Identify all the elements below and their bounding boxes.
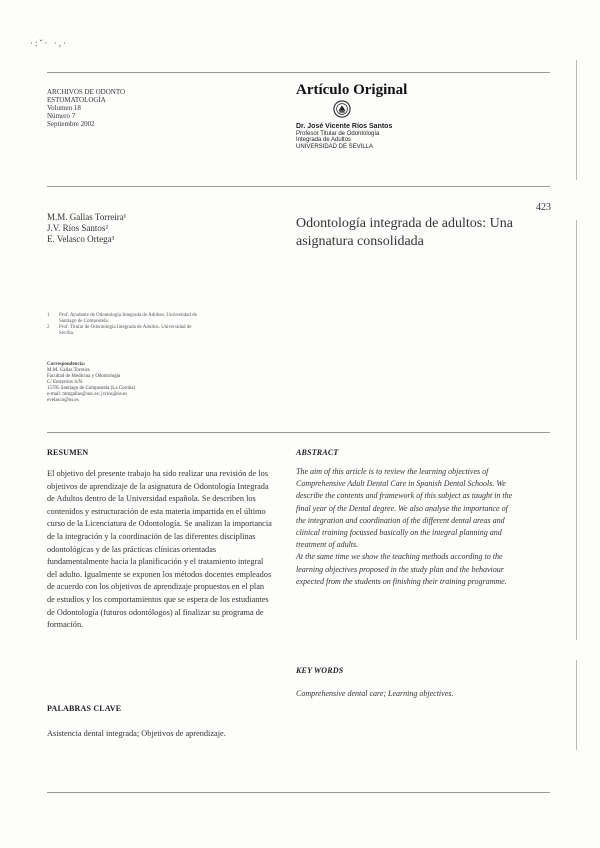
- journal-line: ARCHIVOS DE ODONTO: [47, 88, 126, 96]
- margin-line: [576, 220, 577, 640]
- header-rule: [47, 186, 550, 187]
- affiliations: [47, 313, 207, 337]
- journal-info: [47, 88, 125, 128]
- key-words-heading: KEY WORDS: [296, 666, 344, 675]
- author: M.M. Gallas Torreira¹: [47, 212, 127, 222]
- affiliation-text: Prof. Titular de Odontología Integrada de Adultos. Universidad de Sevilla.: [59, 325, 192, 336]
- margin-line: [576, 660, 577, 750]
- journal-line: Número 7: [47, 112, 76, 120]
- editor-line: Profesor Titular de Odontología: [296, 130, 380, 137]
- university-seal-icon: [333, 100, 351, 118]
- top-rule: [47, 72, 550, 73]
- correspondence-line: Facultad de Medicina y Odontología: [47, 374, 121, 379]
- article-title: Odontología integrada de adultos: Una asignatura consolidada: [296, 216, 513, 249]
- scan-specks: ·:ˇ· ·,·: [30, 38, 68, 48]
- authors: [47, 212, 126, 245]
- journal-line: Septiembre 2002: [47, 120, 95, 128]
- key-words-body: Comprehensive dental care; Learning objectives.: [296, 689, 454, 698]
- editor-block: [296, 124, 392, 150]
- palabras-clave-heading: PALABRAS CLAVE: [47, 704, 122, 713]
- resumen-body: El objetivo del presente trabajo ha sido realizar una revisión de los objetivos de aprendizaje de la asignatura de Odontología Integrada de Adultos dentro de la Universidad española. Se describen los contenidos y estructuración de esta materia impartida en el último curso de la Licenciatura de Odontología. Se analizan la importancia de la integración y la coordinación de las diferentes disciplinas odontológicas y de las prácticas clínicas orientadas fundamentalmente hacia la planificación y el tratamiento integral del adulto. Igualmente se exponen los métodos docentes empleados de acuerdo con los objetivos de aprendizaje propuestos en el plan de estudios y los comportamientos que se espera de los estudiantes de Odontología (futuros odontólogos) al finalizar su programa de formación.: [47, 469, 272, 630]
- journal-line: Volumen 18: [47, 104, 81, 112]
- editor-line: UNIVERSIDAD DE SEVILLA: [296, 143, 374, 150]
- affiliation-number: 1: [47, 313, 50, 318]
- article-type: Artículo Original: [296, 82, 408, 98]
- abstract-body: [296, 466, 516, 588]
- section-rule: [47, 432, 550, 433]
- affiliation-number: 2: [47, 325, 50, 330]
- journal-line: ESTOMATOLOGÍA: [47, 96, 106, 104]
- editor-name: Dr. José Vicente Ríos Santos: [296, 123, 393, 130]
- editor-line: Integrada de Adultos: [296, 137, 352, 143]
- margin-line: [576, 60, 577, 180]
- abstract-heading: ABSTRACT: [296, 448, 339, 457]
- correspondence-line: evelasco@us.es: [47, 398, 79, 403]
- resumen-heading: RESUMEN: [47, 448, 89, 457]
- affiliation-item: [47, 325, 207, 337]
- abstract-paragraph: At the same time we show the teaching methods according to the learning objectives proposed in the study plan and the behaviour expected from the students on finishing their training programme.: [296, 552, 507, 586]
- page-number: 423: [536, 202, 551, 213]
- affiliation-text: Prof. Ayudante de Odontología Integrada de Adultos. Universidad de Santiago de Compostela.: [59, 313, 197, 324]
- correspondence-heading: Correspondencia:: [47, 362, 86, 367]
- correspondence-line: 15705 Santiago de Compostela (La Coruña): [47, 386, 136, 391]
- correspondence-line: M.M. Gallas Torreira: [47, 368, 90, 373]
- correspondence-line: e-mail: mmgallas@usc.es; jvrios@us.es: [47, 392, 128, 397]
- author: E. Velasco Ortega³: [47, 234, 115, 244]
- correspondence: [47, 362, 217, 404]
- affiliation-item: [47, 313, 207, 325]
- author: J.V. Ríos Santos²: [47, 223, 109, 233]
- correspondence-line: C/ Entrerríos S/N.: [47, 380, 84, 385]
- bottom-rule: [47, 792, 550, 793]
- abstract-paragraph: The aim of this article is to review the learning objectives of Comprehensive Adult Dental Care in Spanish Dental Schools. We describe the contents and framework of this subject as taught in the final year of the Dental degree. We also analyse the importance of the integration and coordination of the different dental areas and clinical training focussed basically on the integral planning and treatment of adults.: [296, 467, 513, 550]
- palabras-clave-body: Asistencia dental integrada; Objetivos de aprendizaje.: [47, 729, 226, 738]
